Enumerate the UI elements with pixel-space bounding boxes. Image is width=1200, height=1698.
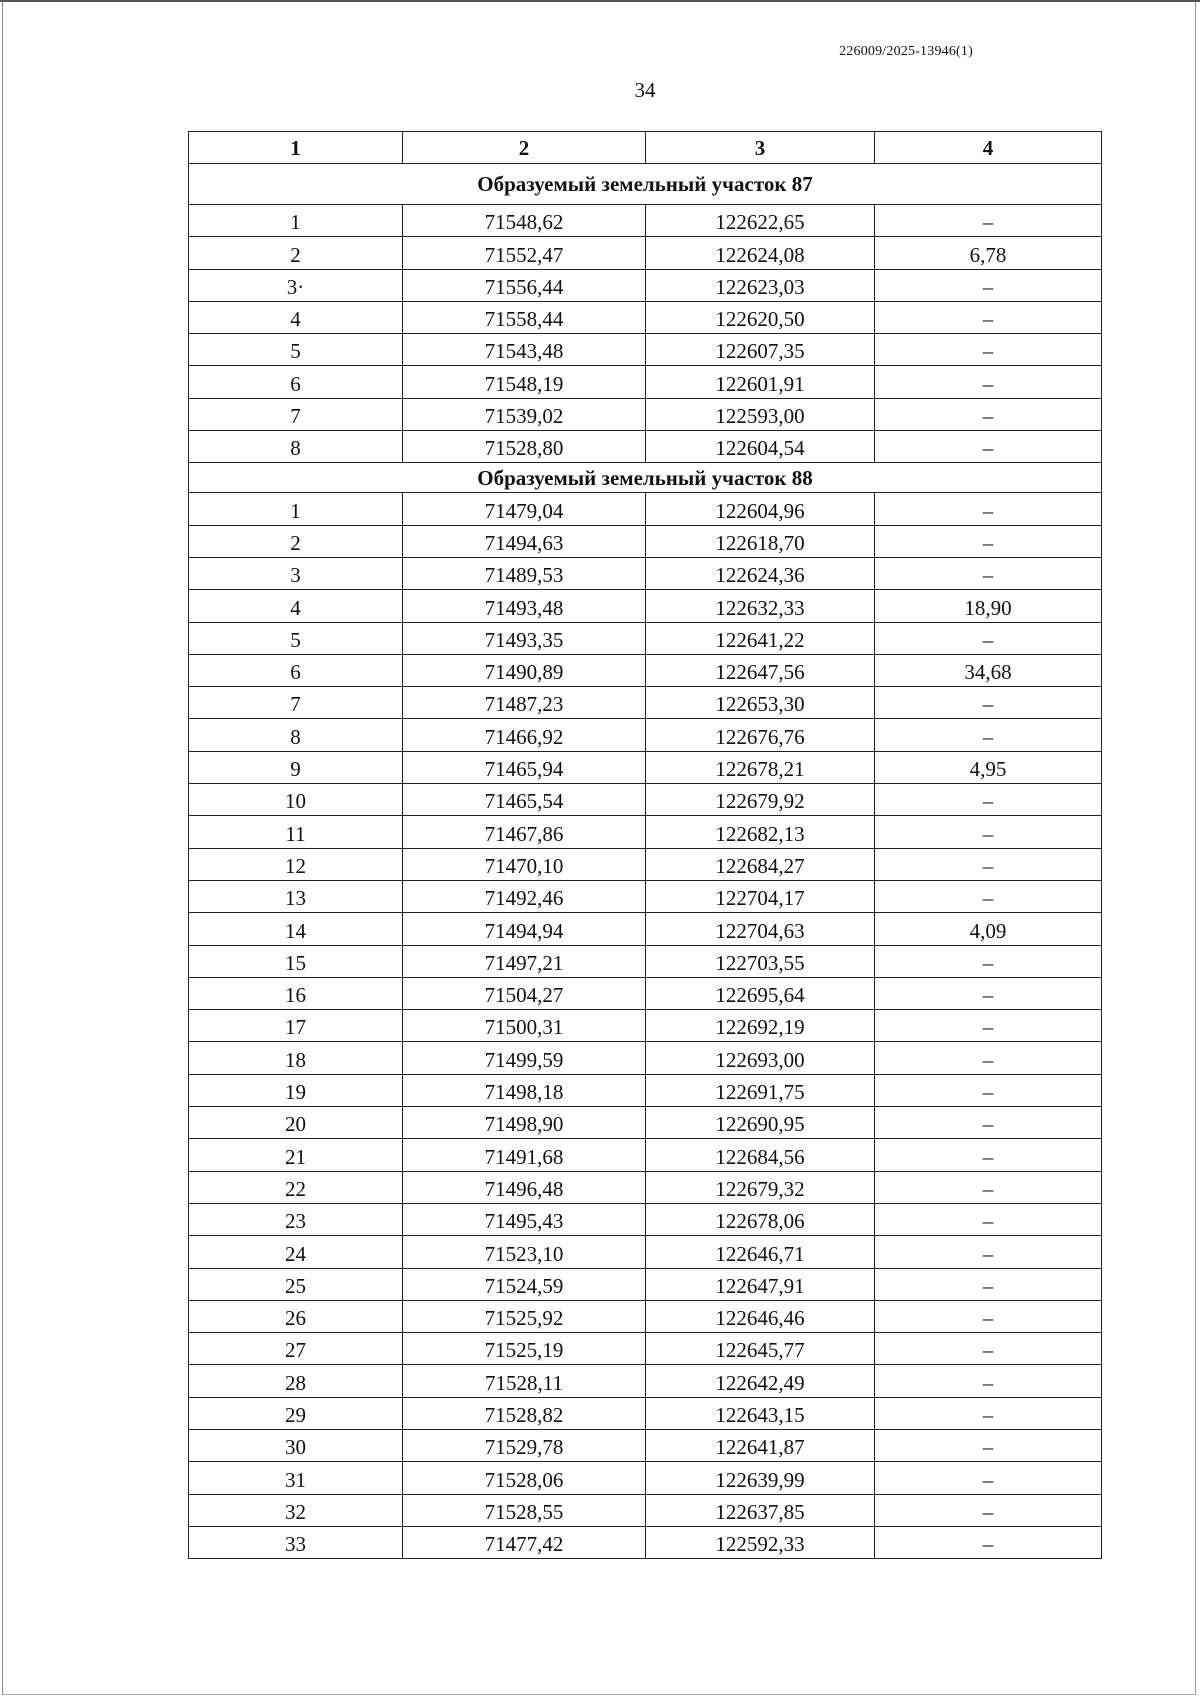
table-row — [189, 816, 1102, 848]
point-number-cell: 4 — [189, 590, 403, 622]
table-row — [189, 1171, 1102, 1203]
distance-cell: 6,78 — [875, 237, 1102, 269]
distance-cell: – — [875, 1494, 1102, 1526]
distance-cell: – — [875, 1526, 1102, 1558]
header-cell-3: 3 — [646, 132, 875, 164]
point-number-cell: 16 — [189, 977, 403, 1009]
point-number-cell: 3· — [189, 269, 403, 301]
y-coordinate-cell: 122620,50 — [646, 301, 875, 333]
point-number-cell: 21 — [189, 1139, 403, 1171]
table-row — [189, 431, 1102, 463]
point-number-cell: 33 — [189, 1526, 403, 1558]
y-coordinate-cell: 122623,03 — [646, 269, 875, 301]
point-number-cell: 28 — [189, 1365, 403, 1397]
x-coordinate-cell: 71539,02 — [403, 398, 646, 430]
table-row — [189, 301, 1102, 333]
point-number-cell: 5 — [189, 622, 403, 654]
table-row — [189, 366, 1102, 398]
point-number-cell: 4 — [189, 301, 403, 333]
y-coordinate-cell: 122604,96 — [646, 493, 875, 525]
y-coordinate-cell: 122704,17 — [646, 880, 875, 912]
table-row — [189, 1397, 1102, 1429]
table-row — [189, 751, 1102, 783]
x-coordinate-cell: 71490,89 — [403, 654, 646, 686]
x-coordinate-cell: 71552,47 — [403, 237, 646, 269]
y-coordinate-cell: 122679,32 — [646, 1171, 875, 1203]
table-row — [189, 1107, 1102, 1139]
table-row — [189, 557, 1102, 589]
table-row — [189, 719, 1102, 751]
distance-cell: – — [875, 493, 1102, 525]
distance-cell: – — [875, 784, 1102, 816]
point-number-cell: 19 — [189, 1074, 403, 1106]
table-row — [189, 1365, 1102, 1397]
x-coordinate-cell: 71495,43 — [403, 1203, 646, 1235]
header-cell-1: 1 — [189, 132, 403, 164]
x-coordinate-cell: 71496,48 — [403, 1171, 646, 1203]
distance-cell: 18,90 — [875, 590, 1102, 622]
point-number-cell: 22 — [189, 1171, 403, 1203]
point-number-cell: 2 — [189, 525, 403, 557]
x-coordinate-cell: 71491,68 — [403, 1139, 646, 1171]
distance-cell: – — [875, 431, 1102, 463]
x-coordinate-cell: 71467,86 — [403, 816, 646, 848]
point-number-cell: 14 — [189, 913, 403, 945]
table-row — [189, 945, 1102, 977]
point-number-cell: 8 — [189, 431, 403, 463]
x-coordinate-cell: 71498,18 — [403, 1074, 646, 1106]
point-number-cell: 6 — [189, 654, 403, 686]
y-coordinate-cell: 122624,08 — [646, 237, 875, 269]
point-number-cell: 12 — [189, 848, 403, 880]
y-coordinate-cell: 122641,87 — [646, 1429, 875, 1461]
x-coordinate-cell: 71477,42 — [403, 1526, 646, 1558]
table-row — [189, 1429, 1102, 1461]
distance-cell: – — [875, 1365, 1102, 1397]
x-coordinate-cell: 71525,19 — [403, 1333, 646, 1365]
y-coordinate-cell: 122618,70 — [646, 525, 875, 557]
point-number-cell: 24 — [189, 1236, 403, 1268]
y-coordinate-cell: 122592,33 — [646, 1526, 875, 1558]
point-number-cell: 31 — [189, 1462, 403, 1494]
x-coordinate-cell: 71493,48 — [403, 590, 646, 622]
y-coordinate-cell: 122676,76 — [646, 719, 875, 751]
table-row — [189, 1074, 1102, 1106]
y-coordinate-cell: 122684,56 — [646, 1139, 875, 1171]
table-row — [189, 237, 1102, 269]
y-coordinate-cell: 122646,46 — [646, 1300, 875, 1332]
x-coordinate-cell: 71556,44 — [403, 269, 646, 301]
y-coordinate-cell: 122646,71 — [646, 1236, 875, 1268]
y-coordinate-cell: 122679,92 — [646, 784, 875, 816]
x-coordinate-cell: 71494,94 — [403, 913, 646, 945]
table-row — [189, 525, 1102, 557]
y-coordinate-cell: 122624,36 — [646, 557, 875, 589]
point-number-cell: 6 — [189, 366, 403, 398]
table-row — [189, 654, 1102, 686]
table-row — [189, 880, 1102, 912]
x-coordinate-cell: 71528,82 — [403, 1397, 646, 1429]
x-coordinate-cell: 71525,92 — [403, 1300, 646, 1332]
y-coordinate-cell: 122593,00 — [646, 398, 875, 430]
distance-cell: – — [875, 1074, 1102, 1106]
distance-cell: – — [875, 1429, 1102, 1461]
point-number-cell: 30 — [189, 1429, 403, 1461]
point-number-cell: 32 — [189, 1494, 403, 1526]
y-coordinate-cell: 122678,21 — [646, 751, 875, 783]
distance-cell: – — [875, 1333, 1102, 1365]
y-coordinate-cell: 122682,13 — [646, 816, 875, 848]
table-row — [189, 269, 1102, 301]
distance-cell: – — [875, 880, 1102, 912]
x-coordinate-cell: 71499,59 — [403, 1042, 646, 1074]
x-coordinate-cell: 71529,78 — [403, 1429, 646, 1461]
x-coordinate-cell: 71487,23 — [403, 687, 646, 719]
table-row — [189, 1300, 1102, 1332]
distance-cell: – — [875, 366, 1102, 398]
point-number-cell: 8 — [189, 719, 403, 751]
y-coordinate-cell: 122690,95 — [646, 1107, 875, 1139]
coordinates-table — [188, 131, 1102, 1559]
table-row — [189, 590, 1102, 622]
distance-cell: 34,68 — [875, 654, 1102, 686]
x-coordinate-cell: 71558,44 — [403, 301, 646, 333]
y-coordinate-cell: 122641,22 — [646, 622, 875, 654]
y-coordinate-cell: 122691,75 — [646, 1074, 875, 1106]
distance-cell: – — [875, 1010, 1102, 1042]
distance-cell: – — [875, 719, 1102, 751]
point-number-cell: 18 — [189, 1042, 403, 1074]
table-row — [189, 334, 1102, 366]
y-coordinate-cell: 122647,56 — [646, 654, 875, 686]
x-coordinate-cell: 71504,27 — [403, 977, 646, 1009]
distance-cell: – — [875, 205, 1102, 237]
point-number-cell: 5 — [189, 334, 403, 366]
x-coordinate-cell: 71528,55 — [403, 1494, 646, 1526]
table-row — [189, 622, 1102, 654]
y-coordinate-cell: 122678,06 — [646, 1203, 875, 1235]
distance-cell: – — [875, 334, 1102, 366]
y-coordinate-cell: 122604,54 — [646, 431, 875, 463]
point-number-cell: 1 — [189, 205, 403, 237]
table-row — [189, 913, 1102, 945]
distance-cell: – — [875, 301, 1102, 333]
distance-cell: – — [875, 1300, 1102, 1332]
y-coordinate-cell: 122645,77 — [646, 1333, 875, 1365]
distance-cell: – — [875, 1462, 1102, 1494]
distance-cell: – — [875, 1236, 1102, 1268]
point-number-cell: 17 — [189, 1010, 403, 1042]
y-coordinate-cell: 122601,91 — [646, 366, 875, 398]
y-coordinate-cell: 122632,33 — [646, 590, 875, 622]
header-cell-4: 4 — [875, 132, 1102, 164]
table-row — [189, 1236, 1102, 1268]
header-row — [189, 132, 1102, 164]
y-coordinate-cell: 122653,30 — [646, 687, 875, 719]
table-row — [189, 1494, 1102, 1526]
distance-cell: – — [875, 1203, 1102, 1235]
y-coordinate-cell: 122639,99 — [646, 1462, 875, 1494]
x-coordinate-cell: 71548,19 — [403, 366, 646, 398]
section-row — [189, 463, 1102, 493]
point-number-cell: 1 — [189, 493, 403, 525]
point-number-cell: 11 — [189, 816, 403, 848]
header-cell-2: 2 — [403, 132, 646, 164]
distance-cell: 4,95 — [875, 751, 1102, 783]
x-coordinate-cell: 71465,94 — [403, 751, 646, 783]
point-number-cell: 7 — [189, 398, 403, 430]
x-coordinate-cell: 71500,31 — [403, 1010, 646, 1042]
section-title: Образуемый земельный участок 87 — [189, 164, 1102, 205]
distance-cell: – — [875, 848, 1102, 880]
point-number-cell: 10 — [189, 784, 403, 816]
table-row — [189, 784, 1102, 816]
y-coordinate-cell: 122703,55 — [646, 945, 875, 977]
x-coordinate-cell: 71523,10 — [403, 1236, 646, 1268]
x-coordinate-cell: 71492,46 — [403, 880, 646, 912]
y-coordinate-cell: 122647,91 — [646, 1268, 875, 1300]
y-coordinate-cell: 122622,65 — [646, 205, 875, 237]
section-title: Образуемый земельный участок 88 — [189, 463, 1102, 493]
distance-cell: – — [875, 1042, 1102, 1074]
x-coordinate-cell: 71543,48 — [403, 334, 646, 366]
x-coordinate-cell: 71524,59 — [403, 1268, 646, 1300]
x-coordinate-cell: 71466,92 — [403, 719, 646, 751]
point-number-cell: 3 — [189, 557, 403, 589]
distance-cell: – — [875, 977, 1102, 1009]
distance-cell: – — [875, 398, 1102, 430]
x-coordinate-cell: 71479,04 — [403, 493, 646, 525]
y-coordinate-cell: 122637,85 — [646, 1494, 875, 1526]
y-coordinate-cell: 122607,35 — [646, 334, 875, 366]
point-number-cell: 20 — [189, 1107, 403, 1139]
y-coordinate-cell: 122692,19 — [646, 1010, 875, 1042]
distance-cell: – — [875, 1397, 1102, 1429]
point-number-cell: 15 — [189, 945, 403, 977]
table-row — [189, 205, 1102, 237]
x-coordinate-cell: 71528,11 — [403, 1365, 646, 1397]
x-coordinate-cell: 71470,10 — [403, 848, 646, 880]
y-coordinate-cell: 122642,49 — [646, 1365, 875, 1397]
distance-cell: – — [875, 687, 1102, 719]
point-number-cell: 2 — [189, 237, 403, 269]
y-coordinate-cell: 122695,64 — [646, 977, 875, 1009]
y-coordinate-cell: 122693,00 — [646, 1042, 875, 1074]
table-row — [189, 1268, 1102, 1300]
document-id: 226009/2025-13946(1) — [839, 44, 973, 59]
x-coordinate-cell: 71497,21 — [403, 945, 646, 977]
distance-cell: – — [875, 1139, 1102, 1171]
table-row — [189, 398, 1102, 430]
distance-cell: – — [875, 1268, 1102, 1300]
distance-cell: – — [875, 945, 1102, 977]
table-row — [189, 493, 1102, 525]
table-row — [189, 1333, 1102, 1365]
point-number-cell: 25 — [189, 1268, 403, 1300]
distance-cell: – — [875, 1171, 1102, 1203]
point-number-cell: 26 — [189, 1300, 403, 1332]
table-row — [189, 1042, 1102, 1074]
section-row — [189, 164, 1102, 205]
x-coordinate-cell: 71493,35 — [403, 622, 646, 654]
x-coordinate-cell: 71498,90 — [403, 1107, 646, 1139]
distance-cell: – — [875, 1107, 1102, 1139]
table-row — [189, 977, 1102, 1009]
table-row — [189, 687, 1102, 719]
x-coordinate-cell: 71494,63 — [403, 525, 646, 557]
distance-cell: 4,09 — [875, 913, 1102, 945]
table-body — [189, 164, 1102, 1559]
distance-cell: – — [875, 269, 1102, 301]
point-number-cell: 9 — [189, 751, 403, 783]
distance-cell: – — [875, 622, 1102, 654]
point-number-cell: 7 — [189, 687, 403, 719]
x-coordinate-cell: 71528,06 — [403, 1462, 646, 1494]
distance-cell: – — [875, 525, 1102, 557]
table-row — [189, 1462, 1102, 1494]
y-coordinate-cell: 122684,27 — [646, 848, 875, 880]
point-number-cell: 23 — [189, 1203, 403, 1235]
distance-cell: – — [875, 557, 1102, 589]
table-row — [189, 1139, 1102, 1171]
table-row — [189, 848, 1102, 880]
x-coordinate-cell: 71528,80 — [403, 431, 646, 463]
point-number-cell: 13 — [189, 880, 403, 912]
table-row — [189, 1010, 1102, 1042]
distance-cell: – — [875, 816, 1102, 848]
table-row — [189, 1203, 1102, 1235]
table-row — [189, 1526, 1102, 1558]
x-coordinate-cell: 71548,62 — [403, 205, 646, 237]
y-coordinate-cell: 122643,15 — [646, 1397, 875, 1429]
x-coordinate-cell: 71465,54 — [403, 784, 646, 816]
y-coordinate-cell: 122704,63 — [646, 913, 875, 945]
x-coordinate-cell: 71489,53 — [403, 557, 646, 589]
page-number: 34 — [634, 78, 656, 102]
point-number-cell: 29 — [189, 1397, 403, 1429]
point-number-cell: 27 — [189, 1333, 403, 1365]
